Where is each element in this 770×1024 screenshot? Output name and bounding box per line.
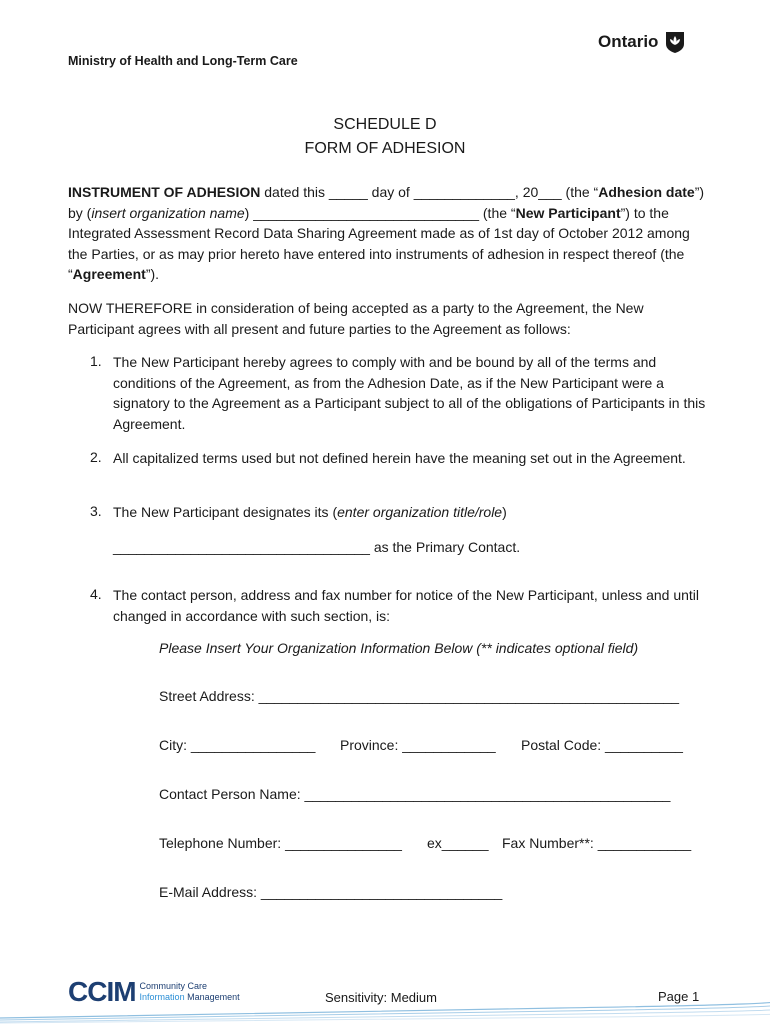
trillium-icon	[664, 30, 686, 54]
extension-field[interactable]: ex______	[427, 835, 489, 851]
consideration-paragraph: NOW THEREFORE in consideration of being accepted as a party to the Agreement, the New Participant agrees with all present and future parties to the Agreement as follows:	[68, 300, 644, 337]
street-address-field[interactable]: Street Address: ______________________________________________________	[159, 688, 680, 704]
email-field[interactable]: E-Mail Address: _______________________________	[159, 884, 503, 900]
italic-instruction: enter organization title/role	[337, 504, 503, 520]
schedule-title: SCHEDULE D	[333, 116, 437, 133]
list-item: All capitalized terms used but not defined herein have the meaning set out in the Agreement.	[113, 450, 686, 466]
footer-wave-decoration	[0, 992, 770, 1024]
adhesion-paragraph: INSTRUMENT OF ADHESION dated this _____ day of _____________, 20___ (the “Adhesion date”) by (insert organization name) _____________________________ (the “New Participant”) to the Integrated Assessment Record Data Sharing Agreement made as of 1st day of October 2012 among the Parties, or as may prior hereto have entered into instruments of adhesion in respect thereof (the “Agreement”).	[68, 184, 705, 282]
fax-number-field[interactable]: Fax Number**: ____________	[502, 835, 692, 851]
postal-code-field[interactable]: Postal Code: __________	[521, 737, 683, 753]
form-title: FORM OF ADHESION	[304, 140, 466, 157]
item-number: 1.	[90, 353, 102, 369]
primary-contact-field[interactable]: _________________________________ as the Primary Contact.	[113, 539, 521, 555]
ontario-logo	[598, 30, 686, 54]
item-number: 4.	[90, 586, 102, 602]
ministry-name: Ministry of Health and Long-Term Care	[68, 54, 298, 68]
list-item: The New Participant hereby agrees to comply with and be bound by all of the terms and conditions of the Agreement, as from the Adhesion Date, as if the New Participant were a signatory to the Agreement as a Participant subject to all of the obligations of Participants in this Agreement.	[113, 354, 706, 432]
contact-person-field[interactable]: Contact Person Name: _______________________________________________	[159, 786, 671, 802]
list-item: The contact person, address and fax number for notice of the New Participant, unless and until changed in accordance with such section, is:	[113, 587, 699, 624]
telephone-field[interactable]: Telephone Number: _______________	[159, 835, 402, 851]
org-info-note: Please Insert Your Organization Information Below (** indicates optional field)	[159, 640, 639, 656]
ccim-wordmark: CCIM	[68, 976, 136, 1007]
item-number: 3.	[90, 503, 102, 519]
page-number: Page 1	[658, 989, 700, 1004]
list-item: The New Participant designates its (enter organization title/role)	[113, 504, 507, 520]
italic-instruction: insert organization name	[91, 204, 245, 221]
bold-term: Agreement	[72, 266, 146, 282]
bold-term: INSTRUMENT OF ADHESION	[68, 184, 261, 200]
province-field[interactable]: Province: ____________	[340, 737, 496, 753]
ccim-tagline: Community Care Information Management	[139, 981, 240, 1002]
bold-term: Adhesion date	[598, 184, 695, 200]
sensitivity-label: Sensitivity: Medium	[325, 990, 437, 1005]
ontario-wordmark: Ontario	[598, 32, 659, 51]
city-field[interactable]: City: ________________	[159, 737, 316, 753]
item-number: 2.	[90, 449, 102, 465]
bold-term: New Participant	[515, 204, 621, 221]
